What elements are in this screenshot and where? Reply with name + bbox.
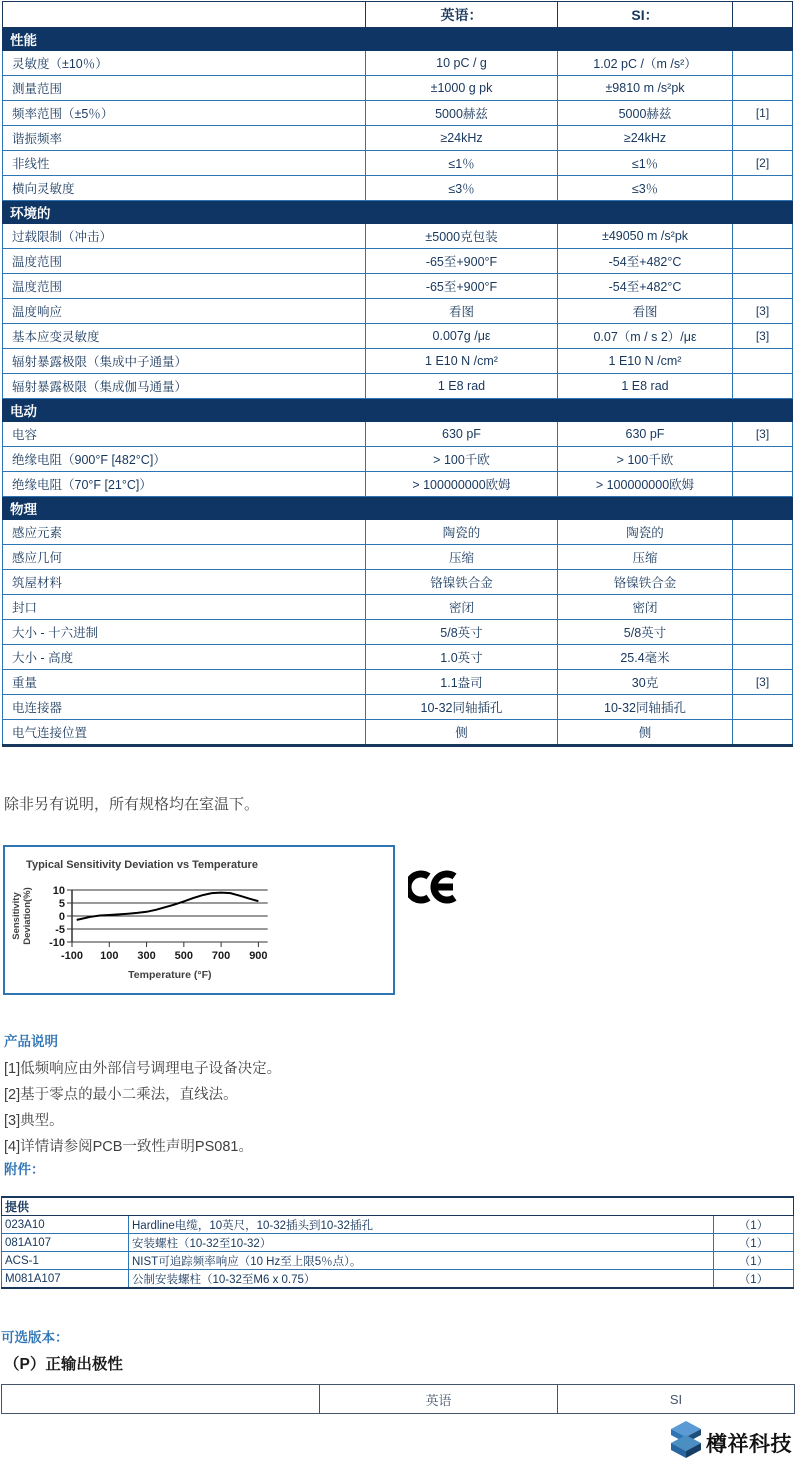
version-table-header-row: [2, 1385, 795, 1414]
version-table: [1, 1384, 794, 1414]
spec-si-cell: 5/8英寸: [558, 620, 733, 645]
table-row: [3, 324, 793, 349]
table-row: [3, 176, 793, 201]
spec-label-cell: 温度范围: [3, 274, 366, 299]
spec-si-cell: 铬镍铁合金: [558, 570, 733, 595]
table-row: [3, 274, 793, 299]
spec-note-cell: [2]: [733, 151, 793, 176]
spec-note-cell: [3]: [733, 299, 793, 324]
spec-label-cell: 辐射暴露极限（集成中子通量）: [3, 349, 366, 374]
ce-mark-icon: [408, 866, 462, 913]
accessory-qty-cell: （1）: [714, 1270, 794, 1289]
accessories-title: 附件：: [4, 1162, 45, 1177]
section-row: [3, 28, 793, 51]
accessory-description-cell: 安装螺柱（10-32至10-32）: [129, 1234, 714, 1252]
spec-si-cell: ±9810 m /s²pk: [558, 76, 733, 101]
spec-label-cell: 电连接器: [3, 695, 366, 720]
chart-ytick-label: -10: [49, 937, 65, 949]
spec-label-cell: 绝缘电阻（900°F [482°C]）: [3, 447, 366, 472]
spec-note-cell: [733, 520, 793, 545]
spec-english-cell: 1.1盎司: [366, 670, 558, 695]
spec-label-cell: 测量范围: [3, 76, 366, 101]
spec-note-cell: [733, 374, 793, 399]
spec-english-cell: ≤3％: [366, 176, 558, 201]
spec-english-cell: 1.0英寸: [366, 645, 558, 670]
spec-english-cell: ±5000克包装: [366, 224, 558, 249]
section-title: 电动: [3, 399, 793, 422]
spec-english-cell: ≤1％: [366, 151, 558, 176]
company-logo: [668, 1420, 793, 1460]
product-note-line: [1]低频响应由外部信号调理电子设备决定。: [4, 1061, 282, 1077]
col-note-header: [733, 2, 793, 28]
table-row: [3, 249, 793, 274]
spec-label-cell: 谐振频率: [3, 126, 366, 151]
spec-label-cell: 绝缘电阻（70°F [21°C]）: [3, 472, 366, 497]
product-notes-title: 产品说明: [4, 1034, 58, 1049]
spec-note-cell: [733, 595, 793, 620]
spec-si-cell: > 100000000欧姆: [558, 472, 733, 497]
spec-header-row: [3, 2, 793, 28]
list-item: [2, 1234, 794, 1252]
spec-label-cell: 过载限制（冲击）: [3, 224, 366, 249]
chart-xtick-label: 500: [174, 950, 194, 962]
spec-si-cell: > 100千欧: [558, 447, 733, 472]
product-note-line: [2]基于零点的最小二乘法，直线法。: [4, 1087, 238, 1103]
table-row: [3, 520, 793, 545]
col-si-header: SI：: [558, 2, 733, 28]
spec-si-cell: 看图: [558, 299, 733, 324]
chart-xlabel: Temperature (°F): [128, 969, 212, 981]
spec-note-cell: [1]: [733, 101, 793, 126]
table-row: [3, 570, 793, 595]
table-row: [3, 472, 793, 497]
spec-note-cell: [733, 76, 793, 101]
sensitivity-chart: [3, 845, 395, 995]
spec-si-cell: 5000赫兹: [558, 101, 733, 126]
table-row: [3, 126, 793, 151]
col-english-header: 英语：: [366, 2, 558, 28]
table-row: [3, 720, 793, 746]
spec-label-cell: 频率范围（±5％）: [3, 101, 366, 126]
table-row: [3, 670, 793, 695]
spec-english-cell: 10 pC / g: [366, 51, 558, 76]
spec-note-cell: [733, 620, 793, 645]
accessory-description-cell: NIST可追踪频率响应（10 Hz至上限5％点）。: [129, 1252, 714, 1270]
product-note-line: [3]典型。: [4, 1113, 64, 1129]
table-row: [3, 447, 793, 472]
version-table-cell: SI: [558, 1385, 795, 1414]
spec-english-cell: -65至+900°F: [366, 274, 558, 299]
chart-xtick-label: 300: [137, 950, 156, 962]
accessory-model-cell: 081A107: [2, 1234, 129, 1252]
accessory-qty-cell: （1）: [714, 1216, 794, 1234]
spec-note-cell: [733, 51, 793, 76]
spec-note-cell: [733, 472, 793, 497]
spec-note-cell: [733, 126, 793, 151]
table-row: [3, 224, 793, 249]
spec-note-cell: [733, 224, 793, 249]
spec-english-cell: 10-32同轴插孔: [366, 695, 558, 720]
spec-si-cell: 0.07（m / s 2）/με: [558, 324, 733, 349]
spec-si-cell: 25.4毫米: [558, 645, 733, 670]
chart-xtick-label: 100: [100, 950, 119, 962]
spec-note-cell: [733, 570, 793, 595]
spec-label-cell: 大小 - 十六进制: [3, 620, 366, 645]
spec-label-cell: 封口: [3, 595, 366, 620]
chart-ytick-label: 5: [58, 898, 65, 910]
spec-si-cell: -54至+482°C: [558, 249, 733, 274]
sensitivity-chart-plot: [5, 847, 393, 993]
table-row: [3, 374, 793, 399]
spec-label-cell: 非线性: [3, 151, 366, 176]
optional-versions-title: 可选版本：: [1, 1330, 69, 1345]
spec-label-cell: 基本应变灵敏度: [3, 324, 366, 349]
chart-ylabel-line1: Sensitivity: [11, 892, 22, 940]
chart-ytick-label: 0: [58, 911, 65, 923]
chart-ytick-label: -5: [55, 924, 65, 936]
chart-xtick-label: -100: [60, 950, 84, 962]
spec-note-cell: [733, 545, 793, 570]
spec-si-cell: ≤1％: [558, 151, 733, 176]
spec-si-cell: 630 pF: [558, 422, 733, 447]
accessory-model-cell: M081A107: [2, 1270, 129, 1289]
section-title: 环境的: [3, 201, 793, 224]
product-notes-list: [4, 1056, 281, 1160]
spec-si-cell: 1 E8 rad: [558, 374, 733, 399]
table-row: [3, 645, 793, 670]
spec-label-cell: 筑屋材料: [3, 570, 366, 595]
spec-note-cell: [733, 645, 793, 670]
spec-corner-cell: [3, 2, 366, 28]
spec-si-cell: ≤3％: [558, 176, 733, 201]
spec-label-cell: 电容: [3, 422, 366, 447]
spec-si-cell: 密闭: [558, 595, 733, 620]
table-row: [3, 349, 793, 374]
version-table-cell: 英语: [320, 1385, 558, 1414]
table-row: [3, 422, 793, 447]
spec-si-cell: 1 E10 N /cm²: [558, 349, 733, 374]
section-row: [3, 201, 793, 224]
spec-english-cell: 陶瓷的: [366, 520, 558, 545]
spec-label-cell: 温度响应: [3, 299, 366, 324]
spec-label-cell: 重量: [3, 670, 366, 695]
chart-xtick-label: 700: [211, 950, 231, 962]
spec-english-cell: ±1000 g pk: [366, 76, 558, 101]
section-row: [3, 497, 793, 520]
spec-english-cell: -65至+900°F: [366, 249, 558, 274]
accessory-description-cell: Hardline电缆，10英尺，10-32插头到10-32插孔: [129, 1216, 714, 1234]
spec-note-cell: [733, 249, 793, 274]
spec-si-cell: 压缩: [558, 545, 733, 570]
list-item: [2, 1270, 794, 1289]
product-note-line: [4]详情请参阅PCB一致性声明PS081。: [4, 1139, 253, 1155]
spec-note-cell: [3]: [733, 670, 793, 695]
spec-si-cell: ≥24kHz: [558, 126, 733, 151]
chart-xtick-label: 900: [249, 950, 268, 962]
spec-note-cell: [733, 349, 793, 374]
table-row: [3, 101, 793, 126]
spec-english-cell: 1 E10 N /cm²: [366, 349, 558, 374]
version-table-cell: [2, 1385, 320, 1414]
spec-english-cell: 侧: [366, 720, 558, 746]
table-row: [3, 545, 793, 570]
spec-english-cell: 630 pF: [366, 422, 558, 447]
spec-english-cell: 铬镍铁合金: [366, 570, 558, 595]
spec-si-cell: -54至+482°C: [558, 274, 733, 299]
version-p-label: （P）正输出极性: [4, 1356, 123, 1373]
accessory-qty-cell: （1）: [714, 1252, 794, 1270]
table-row: [3, 76, 793, 101]
spec-english-cell: 0.007g /με: [366, 324, 558, 349]
spec-note-cell: [733, 176, 793, 201]
accessories-header-cell: 提供: [2, 1197, 794, 1216]
spec-si-cell: ±49050 m /s²pk: [558, 224, 733, 249]
spec-english-cell: 5000赫兹: [366, 101, 558, 126]
spec-note-cell: [3]: [733, 422, 793, 447]
spec-note-cell: [733, 695, 793, 720]
section-title: 物理: [3, 497, 793, 520]
logo-icon: [668, 1420, 704, 1460]
chart-title: Typical Sensitivity Deviation vs Temperature: [26, 859, 258, 871]
chart-ytick-label: 10: [52, 885, 65, 897]
spec-english-cell: 5/8英寸: [366, 620, 558, 645]
spec-label-cell: 灵敏度（±10％）: [3, 51, 366, 76]
table-row: [3, 299, 793, 324]
section-title: 性能: [3, 28, 793, 51]
accessory-description-cell: 公制安装螺柱（10-32至M6 x 0.75）: [129, 1270, 714, 1289]
spec-english-cell: > 100千欧: [366, 447, 558, 472]
spec-english-cell: > 100000000欧姆: [366, 472, 558, 497]
spec-label-cell: 感应几何: [3, 545, 366, 570]
table-row: [3, 51, 793, 76]
spec-english-cell: 密闭: [366, 595, 558, 620]
spec-note-cell: [733, 447, 793, 472]
spec-si-cell: 陶瓷的: [558, 520, 733, 545]
list-item: [2, 1216, 794, 1234]
spec-note-cell: [733, 720, 793, 746]
room-temperature-note: 除非另有说明，所有规格均在室温下。: [4, 796, 260, 813]
spec-label-cell: 电气连接位置: [3, 720, 366, 746]
chart-ylabel-line2: Deviation(%): [22, 887, 33, 945]
spec-si-cell: 10-32同轴插孔: [558, 695, 733, 720]
section-row: [3, 399, 793, 422]
spec-label-cell: 横向灵敏度: [3, 176, 366, 201]
spec-si-cell: 侧: [558, 720, 733, 746]
table-row: [3, 151, 793, 176]
table-row: [3, 695, 793, 720]
spec-english-cell: 看图: [366, 299, 558, 324]
list-item: [2, 1252, 794, 1270]
spec-label-cell: 辐射暴露极限（集成伽马通量）: [3, 374, 366, 399]
spec-note-cell: [3]: [733, 324, 793, 349]
accessory-model-cell: ACS-1: [2, 1252, 129, 1270]
spec-label-cell: 感应元素: [3, 520, 366, 545]
accessory-model-cell: 023A10: [2, 1216, 129, 1234]
spec-si-cell: 1.02 pC /（m /s²）: [558, 51, 733, 76]
logo-text: 樽祥科技: [706, 1433, 792, 1456]
accessory-qty-cell: （1）: [714, 1234, 794, 1252]
table-row: [3, 620, 793, 645]
spec-english-cell: ≥24kHz: [366, 126, 558, 151]
spec-note-cell: [733, 274, 793, 299]
accessories-table: [1, 1196, 793, 1289]
spec-english-cell: 1 E8 rad: [366, 374, 558, 399]
accessories-header-row: [2, 1197, 794, 1216]
spec-label-cell: 温度范围: [3, 249, 366, 274]
spec-label-cell: 大小 - 高度: [3, 645, 366, 670]
table-row: [3, 595, 793, 620]
spec-si-cell: 30克: [558, 670, 733, 695]
spec-english-cell: 压缩: [366, 545, 558, 570]
spec-table: [2, 1, 792, 747]
